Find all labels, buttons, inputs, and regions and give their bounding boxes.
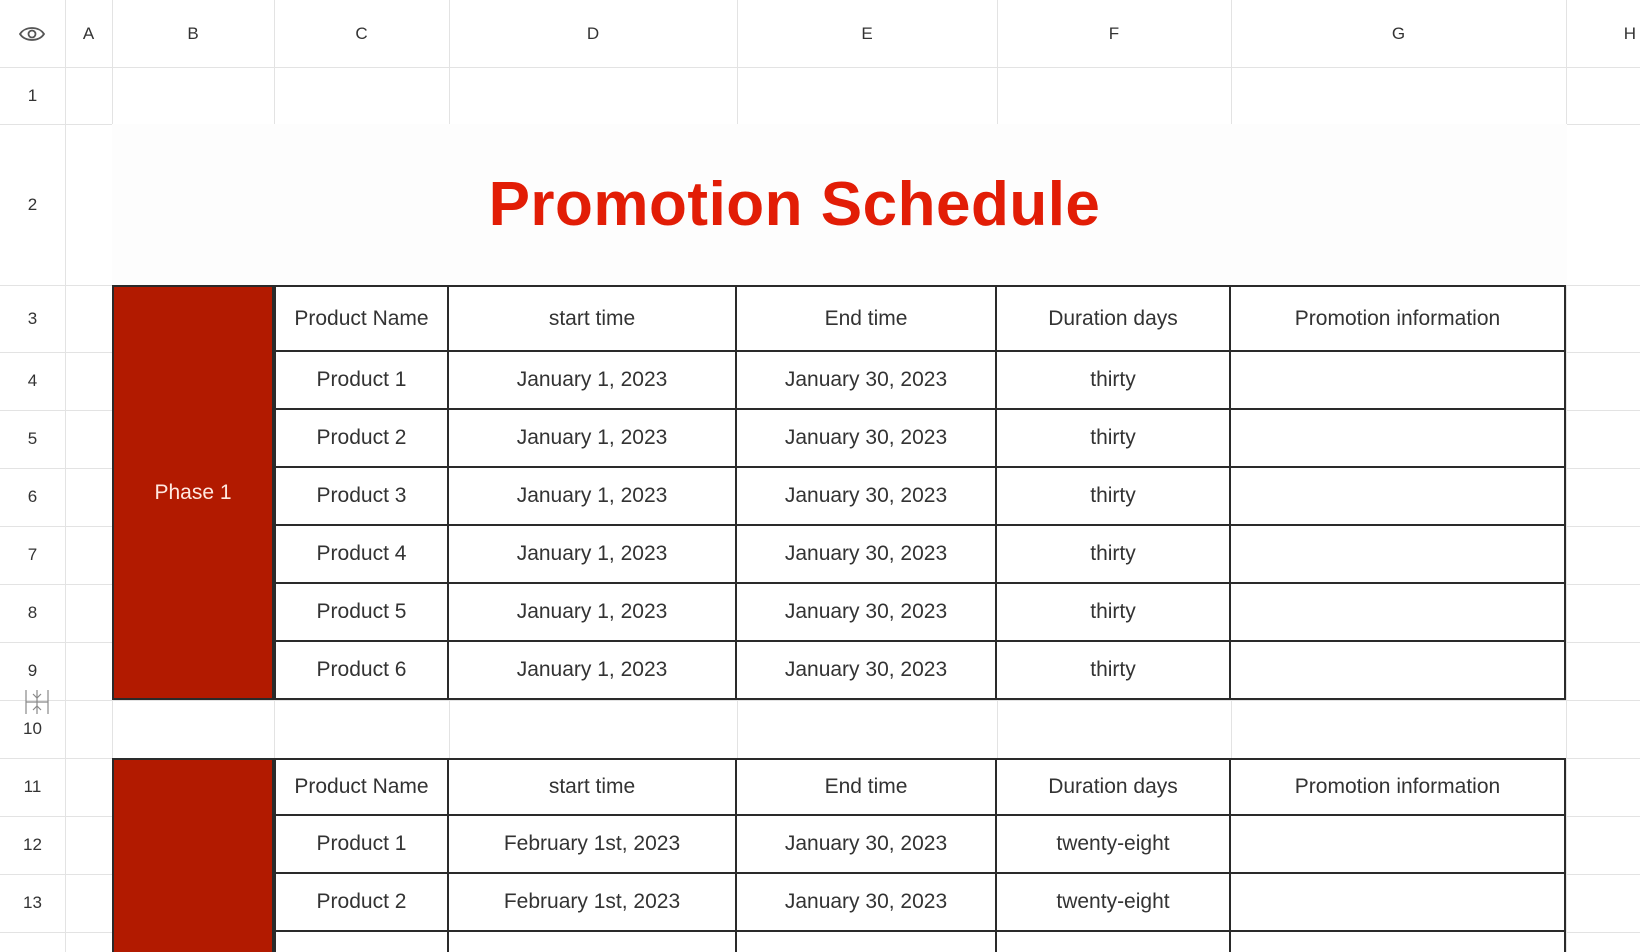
gridline-horizontal [0,700,1640,701]
column-header-c[interactable]: C [355,23,368,43]
start-time-cell[interactable] [449,932,737,952]
start-time-cell[interactable]: February 1st, 2023 [449,874,737,932]
column-header-a[interactable]: A [82,23,95,43]
row-header-7[interactable]: 7 [27,545,38,564]
column-header-g[interactable]: G [1391,23,1406,43]
header-promotion-info-cell[interactable]: Promotion information [1231,285,1566,352]
duration-cell[interactable]: thirty [997,410,1231,468]
end-time-cell[interactable]: January 30, 2023 [737,874,997,932]
duration-cell[interactable]: thirty [997,642,1231,700]
row-header-11[interactable]: 11 [23,777,42,796]
promotion-info-cell[interactable] [1231,526,1566,584]
header-product-name-cell[interactable]: Product Name [274,285,449,352]
product-name-cell[interactable]: Product 1 [274,816,449,874]
product-name-cell[interactable]: Product 4 [274,526,449,584]
end-time-cell[interactable]: January 30, 2023 [737,816,997,874]
start-time-cell[interactable]: January 1, 2023 [449,468,737,526]
start-time-cell[interactable]: January 1, 2023 [449,526,737,584]
row-header-10[interactable]: 10 [23,719,42,738]
duration-cell[interactable]: thirty [997,468,1231,526]
promotion-info-cell[interactable] [1231,816,1566,874]
product-name-cell[interactable]: Product 3 [274,468,449,526]
row-header-12[interactable]: 12 [23,835,42,854]
row-header-13[interactable]: 13 [23,893,42,912]
gridline-horizontal [0,67,1640,68]
promotion-info-cell[interactable] [1231,584,1566,642]
row-header-5[interactable]: 5 [27,429,38,448]
header-end-time-cell[interactable]: End time [737,758,997,816]
row-header-6[interactable]: 6 [27,487,38,506]
start-time-cell[interactable]: January 1, 2023 [449,584,737,642]
row-header-2[interactable]: 2 [27,194,38,214]
duration-cell[interactable]: thirty [997,352,1231,410]
start-time-cell[interactable]: February 1st, 2023 [449,816,737,874]
end-time-cell[interactable]: January 30, 2023 [737,526,997,584]
column-header-f[interactable]: F [1108,23,1120,43]
column-header-d[interactable]: D [586,23,600,43]
header-product-name-cell[interactable]: Product Name [274,758,449,816]
row-resize-icon[interactable] [24,688,50,716]
row-header-4[interactable]: 4 [27,371,38,390]
column-header-h[interactable]: H [1623,23,1636,43]
duration-cell[interactable]: thirty [997,584,1231,642]
promotion-info-cell[interactable] [1231,932,1566,952]
product-name-cell[interactable]: Product 1 [274,352,449,410]
phase-label: Phase 1 [154,480,232,504]
product-name-cell[interactable]: Product 6 [274,642,449,700]
header-promotion-info-cell[interactable]: Promotion information [1231,758,1566,816]
end-time-cell[interactable]: January 30, 2023 [737,584,997,642]
product-name-cell[interactable]: Product 5 [274,584,449,642]
gridline-vertical [65,0,66,952]
page-title: Promotion Schedule [488,170,1101,239]
product-name-cell[interactable]: Product 2 [274,410,449,468]
row-header-1[interactable]: 1 [27,85,38,105]
product-name-cell[interactable]: Product 2 [274,874,449,932]
header-end-time-cell[interactable]: End time [737,285,997,352]
column-header-b[interactable]: B [187,23,199,43]
duration-cell[interactable]: twenty-eight [997,816,1231,874]
row-header-8[interactable]: 8 [27,603,38,622]
duration-cell[interactable]: twenty-eight [997,874,1231,932]
row-header-3[interactable]: 3 [27,308,38,328]
duration-cell[interactable] [997,932,1231,952]
end-time-cell[interactable]: January 30, 2023 [737,410,997,468]
end-time-cell[interactable]: January 30, 2023 [737,468,997,526]
row-header-9[interactable]: 9 [27,661,38,680]
promotion-info-cell[interactable] [1231,642,1566,700]
promotion-info-cell[interactable] [1231,874,1566,932]
duration-cell[interactable]: thirty [997,526,1231,584]
column-header-e[interactable]: E [861,23,873,43]
product-name-cell[interactable] [274,932,449,952]
promotion-info-cell[interactable] [1231,352,1566,410]
end-time-cell[interactable] [737,932,997,952]
header-start-time-cell[interactable]: start time [449,758,737,816]
header-duration-cell[interactable]: Duration days [997,758,1231,816]
phase-cell[interactable] [112,285,274,700]
start-time-cell[interactable]: January 1, 2023 [449,352,737,410]
title-cell[interactable] [112,124,1567,285]
eye-icon[interactable] [17,22,47,46]
start-time-cell[interactable]: January 1, 2023 [449,410,737,468]
start-time-cell[interactable]: January 1, 2023 [449,642,737,700]
promotion-info-cell[interactable] [1231,410,1566,468]
end-time-cell[interactable]: January 30, 2023 [737,352,997,410]
promotion-info-cell[interactable] [1231,468,1566,526]
end-time-cell[interactable]: January 30, 2023 [737,642,997,700]
header-start-time-cell[interactable]: start time [449,285,737,352]
phase-cell[interactable] [112,758,274,952]
header-duration-cell[interactable]: Duration days [997,285,1231,352]
